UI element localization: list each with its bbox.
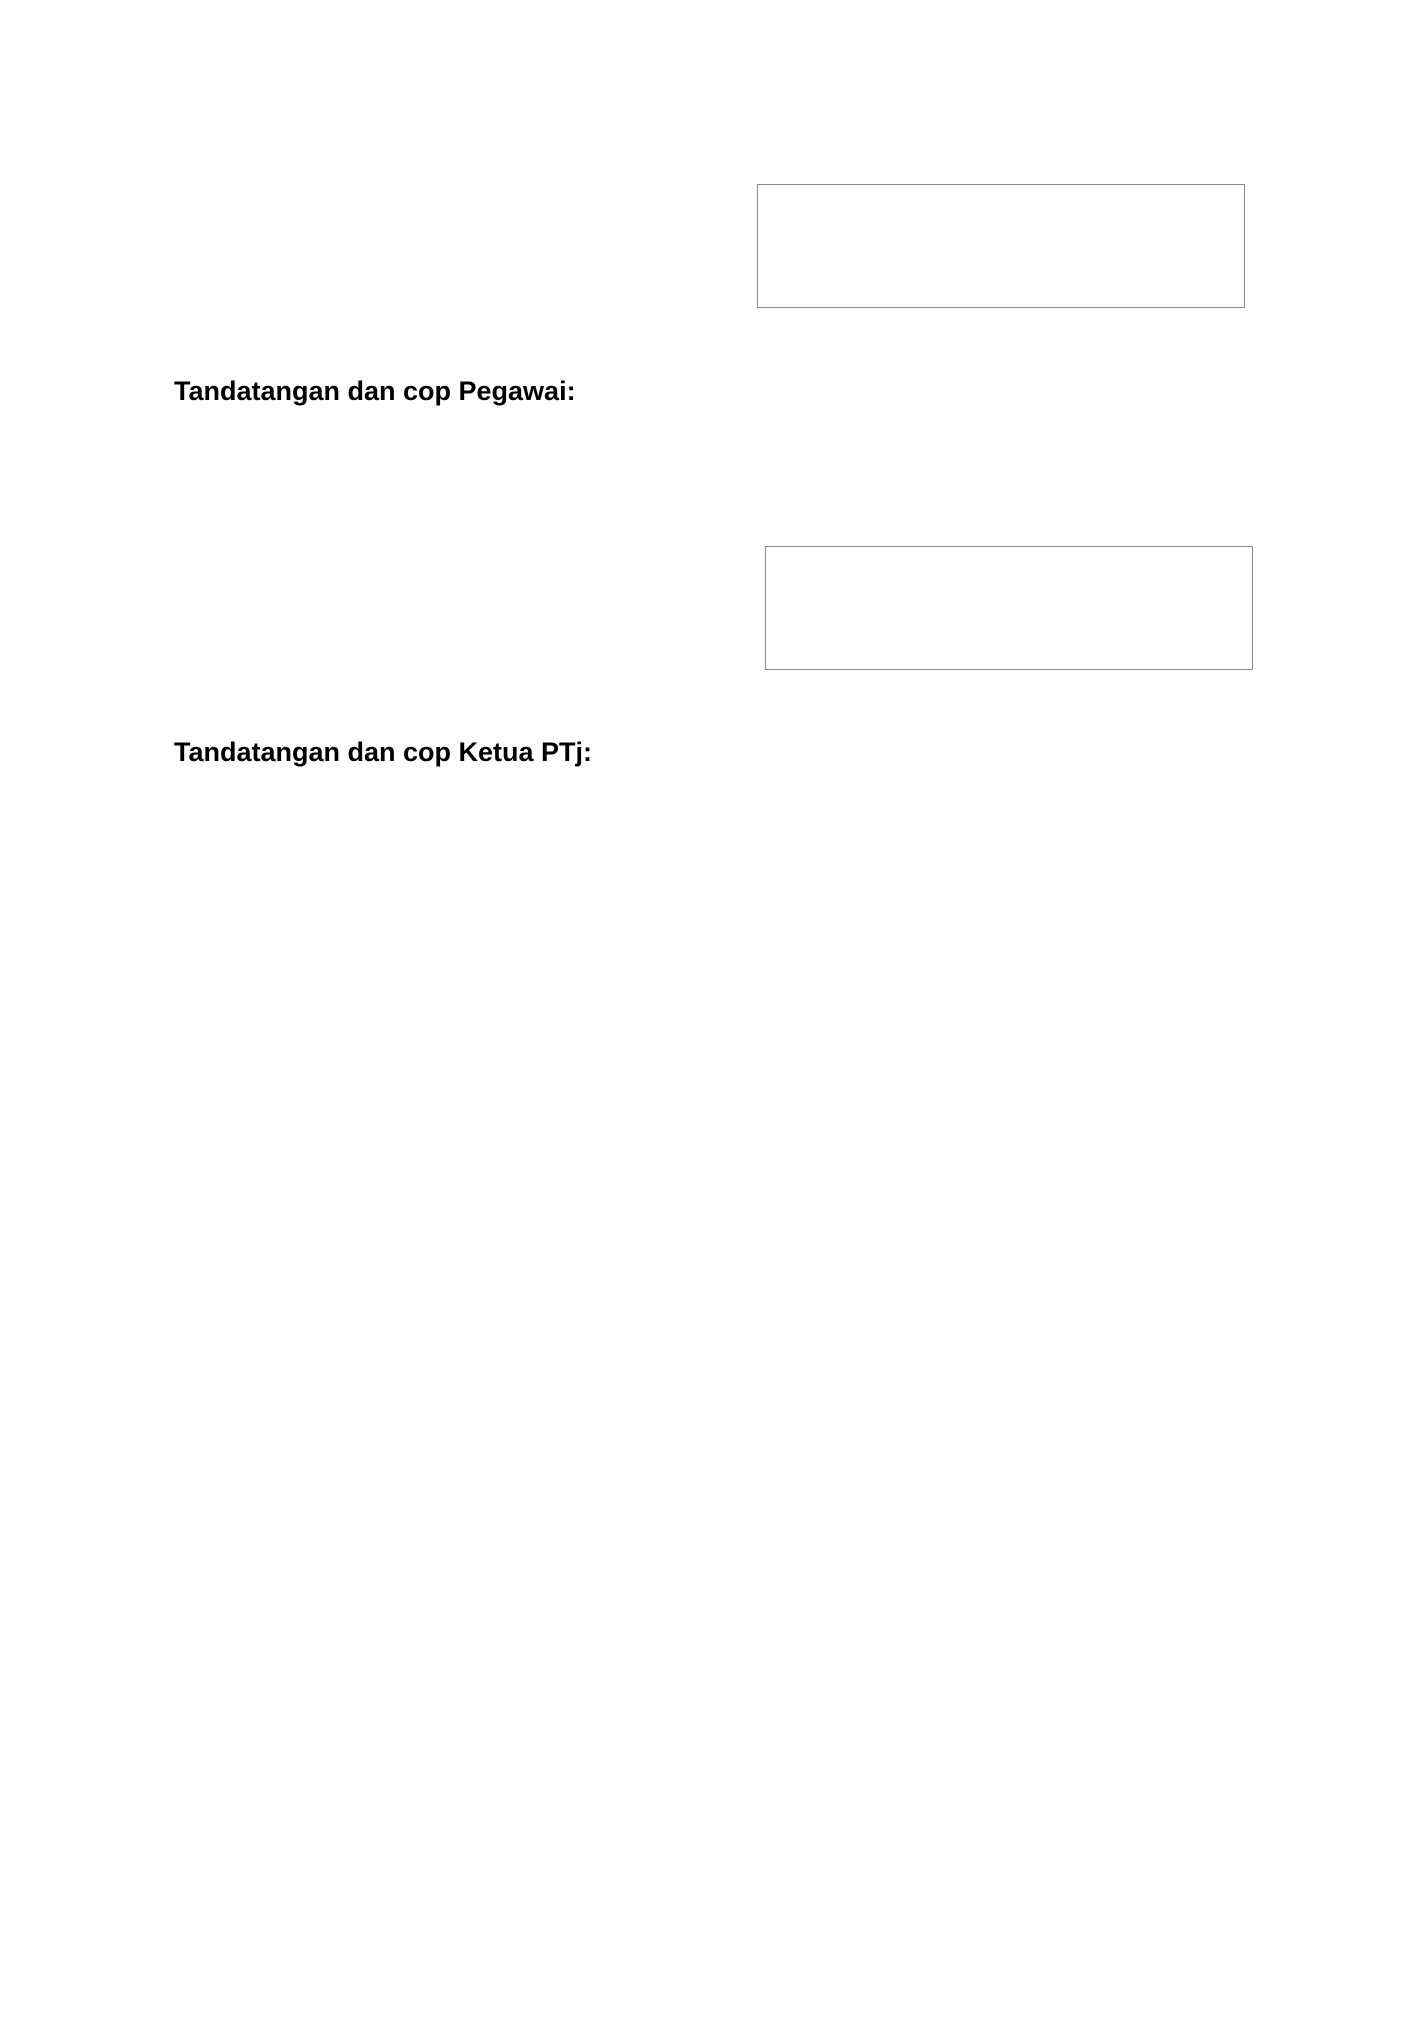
ketua-ptj-signature-label: Tandatangan dan cop Ketua PTj: [174, 737, 593, 767]
pegawai-signature-label: Tandatangan dan cop Pegawai: [174, 376, 576, 406]
ketua-ptj-signature-box[interactable] [765, 546, 1253, 670]
pegawai-signature-box[interactable] [757, 184, 1245, 308]
